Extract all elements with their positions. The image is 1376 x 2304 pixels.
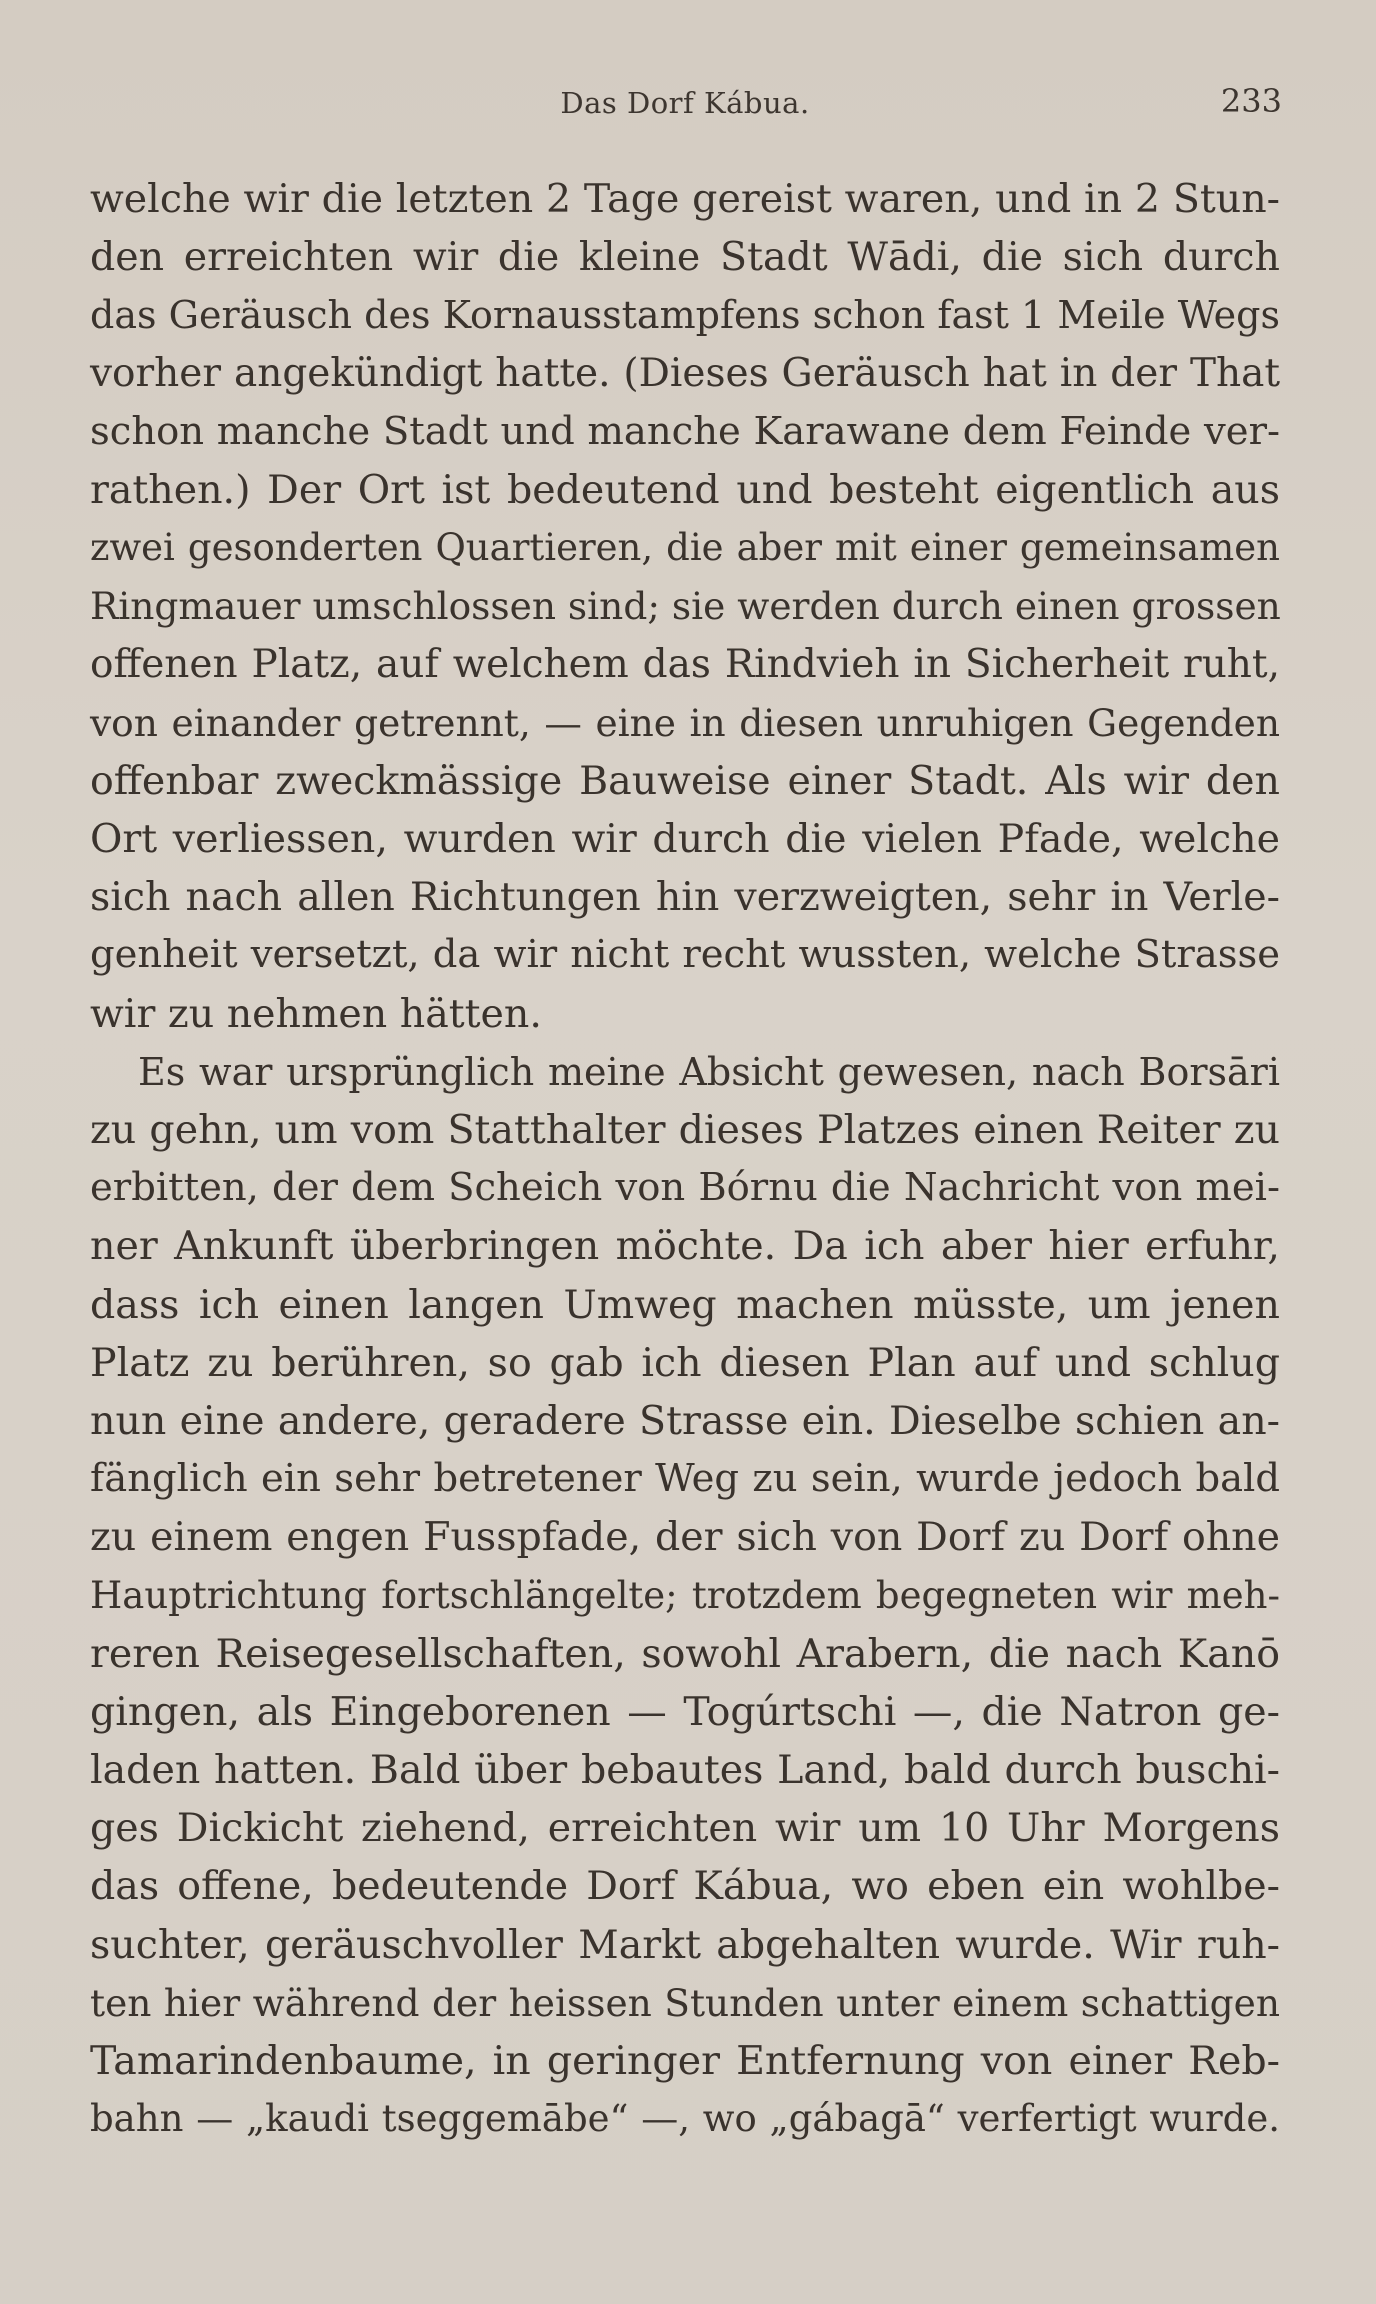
text-line: welche wir die letzten 2 Tage gereist waren, und in 2 Stun- xyxy=(90,176,1280,222)
text-line: ges Dickicht ziehend, erreichten wir um 10 Uhr Morgens xyxy=(90,1805,1280,1852)
text-line: nun eine andere, geradere Strasse ein. Dieselbe schien an- xyxy=(90,1397,1280,1444)
text-line: gingen, als Eingeborenen — Togúrtschi —, die Natron ge- xyxy=(90,1688,1280,1735)
text-line: Platz zu berühren, so gab ich diesen Plan auf und schlug xyxy=(90,1339,1280,1386)
text-line: zwei gesonderten Quartieren, die aber mit einer gemeinsamen xyxy=(90,526,1280,570)
text-line: offenbar zweckmässige Bauweise einer Stadt. Als wir den xyxy=(90,757,1280,804)
text-line: genheit versetzt, da wir nicht recht wussten, welche Strasse xyxy=(90,932,1280,978)
text-line: ner Ankunft überbringen möchte. Da ich aber hier erfuhr, xyxy=(90,1223,1280,1270)
body-text xyxy=(90,170,1280,2148)
text-line: das offene, bedeutende Dorf Kábua, wo eben ein wohlbe- xyxy=(90,1863,1280,1910)
running-head xyxy=(90,82,1282,126)
text-line: Hauptrichtung fortschlängelte; trotzdem begegneten wir meh- xyxy=(90,1573,1280,1617)
text-line: Ort verliessen, wurden wir durch die vielen Pfade, welche xyxy=(90,816,1280,863)
paragraph-2 xyxy=(90,1043,1280,2149)
paragraph-1 xyxy=(90,170,1280,1043)
text-line: fänglich ein sehr betretener Weg zu sein, wurde jedoch bald xyxy=(90,1456,1280,1502)
text-line: zu gehn, um vom Statthalter dieses Platzes einen Reiter zu xyxy=(90,1107,1280,1153)
text-line: Ringmauer umschlossen sind; sie werden durch einen grossen xyxy=(90,584,1281,629)
text-line: ten hier während der heissen Stunden unter einem schattigen xyxy=(90,1980,1280,2025)
text-line: dass ich einen langen Umweg machen müsste, um jenen xyxy=(90,1281,1280,1328)
text-line: Tamarindenbaume, in geringer Entfernung von einer Reb- xyxy=(90,2038,1280,2084)
text-line: vorher angekündigt hatte. (Dieses Geräusch hat in der That xyxy=(90,350,1280,396)
text-line: sich nach allen Richtungen hin verzweigten, sehr in Verle- xyxy=(90,874,1280,921)
page-number: 233 xyxy=(1220,82,1282,120)
running-title: Das Dorf Kábua. xyxy=(560,86,810,120)
text-line: von einander getrennt, — eine in diesen unruhigen Gegenden xyxy=(90,700,1280,745)
text-line: zu einem engen Fusspfade, der sich von Dorf zu Dorf ohne xyxy=(90,1514,1280,1561)
text-line: offenen Platz, auf welchem das Rindvieh in Sicherheit ruht, xyxy=(90,641,1280,687)
text-line: erbitten, der dem Scheich von Bórnu die Nachricht von mei- xyxy=(90,1165,1280,1211)
text-line: Es war ursprünglich meine Absicht gewesen, nach Borsāri xyxy=(138,1049,1280,1094)
text-line: laden hatten. Bald über bebautes Land, bald durch buschi- xyxy=(90,1747,1280,1794)
text-line: bahn — „kaudi tseggemābe“ —, wo „gábagā“ verfertigt wurde. xyxy=(90,2097,1280,2141)
text-line: suchter, geräuschvoller Markt abgehalten wurde. Wir ruh- xyxy=(90,1921,1280,1968)
text-line: schon manche Stadt und manche Karawane dem Feinde ver- xyxy=(90,408,1280,454)
text-line: den erreichten wir die kleine Stadt Wādi, die sich durch xyxy=(90,234,1280,281)
text-line: wir zu nehmen hätten. xyxy=(90,990,542,1037)
text-line: reren Reisegesellschaften, sowohl Arabern, die nach Kanō xyxy=(90,1630,1280,1677)
text-line: rathen.) Der Ort ist bedeutend und besteht eigentlich aus xyxy=(90,466,1280,513)
text-line: das Geräusch des Kornausstampfens schon fast 1 Meile Wegs xyxy=(90,293,1280,338)
